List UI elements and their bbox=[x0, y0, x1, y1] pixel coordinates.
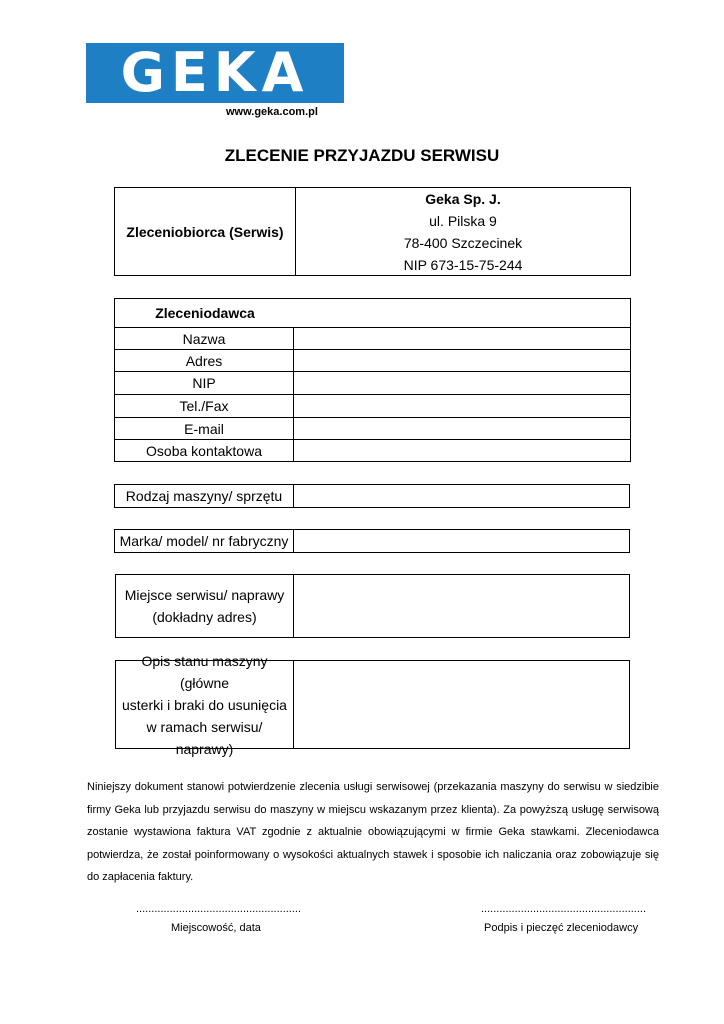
client-box bbox=[114, 298, 631, 462]
condition-label-line4: naprawy) bbox=[175, 740, 234, 757]
machine-type-field[interactable] bbox=[294, 485, 629, 507]
brand-model-box bbox=[114, 529, 630, 553]
condition-label bbox=[116, 652, 293, 757]
client-nip-field[interactable] bbox=[294, 372, 630, 394]
client-address-label: Adres bbox=[185, 352, 223, 369]
service-location-label-line2: (dokładny adres) bbox=[152, 609, 257, 625]
client-contact-field[interactable] bbox=[294, 440, 630, 461]
client-name-field[interactable] bbox=[294, 328, 630, 349]
condition-label-line3: w ramach serwisu/ bbox=[146, 718, 263, 735]
machine-type-box bbox=[114, 484, 630, 508]
condition-label-line2: usterki i braki do usunięcia bbox=[122, 696, 287, 713]
machine-type-label: Rodzaj maszyny/ sprzętu bbox=[125, 488, 283, 504]
brand-model-label: Marka/ model/ nr fabryczny bbox=[119, 533, 289, 549]
condition-field[interactable] bbox=[294, 661, 629, 748]
contractor-box bbox=[114, 187, 631, 276]
signature-line[interactable]: ...................................................... bbox=[481, 903, 647, 915]
condition-box bbox=[115, 652, 630, 757]
place-date-line[interactable]: ...................................................... bbox=[136, 903, 302, 915]
contractor-details bbox=[296, 188, 630, 275]
contractor-nip: NIP 673-15-75-244 bbox=[403, 256, 523, 273]
client-nip-label: NIP bbox=[192, 375, 216, 391]
service-location-field[interactable] bbox=[294, 575, 629, 637]
client-phone-field[interactable] bbox=[294, 395, 630, 417]
contractor-street: ul. Pilska 9 bbox=[429, 212, 497, 229]
website-url[interactable]: www.geka.com.pl bbox=[226, 106, 318, 118]
contractor-label: Zleceniobiorca (Serwis) bbox=[126, 223, 284, 240]
company-logo bbox=[86, 43, 344, 103]
client-phone-label: Tel./Fax bbox=[179, 398, 229, 414]
page-title: ZLECENIE PRZYJAZDU SERWISU bbox=[224, 146, 500, 165]
signature-label: Podpis i pieczęć zleceniodawcy bbox=[484, 922, 639, 934]
service-location-label-line1: Miejsce serwisu/ naprawy bbox=[124, 587, 285, 603]
statement-paragraph: Niniejszy dokument stanowi potwierdzenie zlecenia usługi serwisowej (przekazania maszyny do serwisu w siedzibie firmy Geka lub przyjazdu serwisu do maszyny w miejscu wskazanym przez klienta). Za powyższą usługę serwisową zostanie wystawiona faktura VAT zgodnie z aktualnie obowiązującymi w firmie Geka stawkami. Zleceniodawca potwierdza, że został poinformowany o wysokości aktualnych stawek i sposobie ich naliczania oraz zobowiązuje się do zapłacenia faktury. bbox=[87, 781, 659, 883]
contractor-city: 78-400 Szczecinek bbox=[403, 234, 523, 251]
client-email-field[interactable] bbox=[294, 418, 630, 439]
client-name-label: Nazwa bbox=[182, 330, 226, 347]
contractor-company: Geka Sp. J. bbox=[425, 190, 501, 207]
service-location-label bbox=[116, 575, 293, 637]
client-contact-label: Osoba kontaktowa bbox=[146, 442, 262, 459]
condition-label-line1: Opis stanu maszyny (główne bbox=[141, 652, 268, 691]
client-heading: Zleceniodawca bbox=[155, 305, 255, 321]
client-email-label: E-mail bbox=[184, 420, 224, 437]
logo-text: GEKA bbox=[120, 41, 310, 104]
brand-model-field[interactable] bbox=[294, 530, 629, 552]
place-date-label: Miejscowość, data bbox=[171, 922, 261, 934]
service-location-box bbox=[115, 574, 630, 638]
client-address-field[interactable] bbox=[294, 350, 630, 371]
